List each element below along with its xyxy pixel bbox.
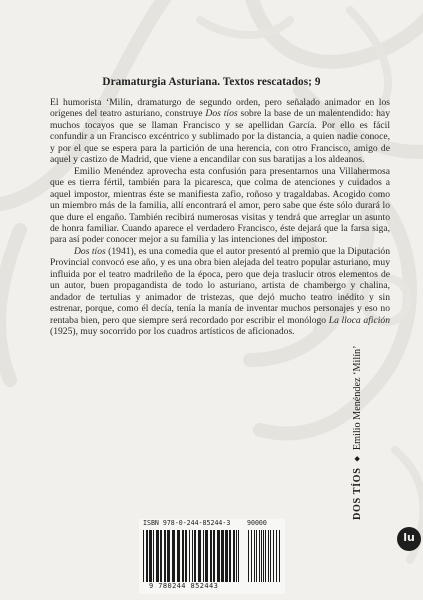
spine-text: [352, 300, 363, 520]
barcode-bar: [263, 530, 264, 582]
barcode-bar: [143, 530, 144, 582]
barcode-bar: [192, 530, 193, 582]
barcode-bars: [143, 530, 243, 582]
barcode-bar: [238, 530, 239, 582]
spine-title: DOS TÍOS: [352, 467, 363, 520]
barcode-bar: [259, 530, 260, 582]
text-run: (1925), muy socorrido por los cuadros artísticos de aficionados.: [50, 326, 295, 338]
series-title: Dramaturgia Asturiana. Textos rescatados; 9: [102, 76, 321, 88]
paragraph: [50, 246, 390, 338]
barcode-bar: [256, 530, 257, 582]
barcode-bar: [236, 530, 237, 582]
barcode-bar: [182, 530, 184, 582]
back-cover-synopsis: [50, 97, 390, 338]
barcode-bar: [149, 530, 152, 582]
isbn-barcode: [139, 519, 285, 594]
text-run: sobre la base de un malentendido: hay muchos tocayos que se llaman Francisco y se apellidan García. Por ello es fácil confundir a un Francisco excéntrico y sublimado por la distancia, a quien nadie conoce, y por el que se espera para la partición de una herencia, con otro Francisco, amigo de aquel y castizo de Madrid, que viene a encandilar con sus baratijas a los aldeanos.: [50, 108, 390, 166]
barcode-bar: [194, 530, 196, 582]
barcode-bar: [254, 530, 255, 582]
italic-title: Dos tíos: [205, 108, 238, 120]
barcode-addon-bars: [248, 530, 282, 582]
barcode-bar: [160, 530, 162, 582]
barcode-bar: [248, 530, 249, 582]
barcode-digits: 9 780244 852443: [149, 582, 219, 590]
barcode-bar: [265, 530, 266, 582]
barcode-bar: [198, 530, 201, 582]
barcode-bar: [270, 530, 271, 582]
barcode-bar: [189, 530, 190, 582]
barcode-bar: [268, 530, 269, 582]
paragraph: [50, 97, 390, 166]
text-run: Emilio Menéndez aprovecha esta confusión para presentarnos una Villahermosa que es tierra fértil, también para la picaresca, que colma de atenciones y cuidados a aquel impostor, mientras éste se manifiesta zafio, roñoso y tragaldabas. Acogido como un miembro más de la familia, allí encontrará el amor, pero sabe que éste sólo durará lo que dure el engaño. También recibirá numerosas visitas y tendrá que arreglar un asunto de honra familiar. Cuando aparece el verdadero Francisco, éste dejará que la farsa siga, para así poder conocer mejor a su familia y las intenciones del impostor.: [50, 165, 390, 246]
barcode-bar: [279, 530, 280, 582]
italic-title: La lloca afición: [328, 314, 390, 326]
barcode-bar: [210, 530, 212, 582]
publisher-logo-icon: [397, 527, 421, 551]
barcode-bar: [185, 530, 187, 582]
barcode-bar: [217, 530, 220, 582]
barcode-bar: [153, 530, 154, 582]
barcode-bar: [225, 530, 228, 582]
barcode-bar: [261, 530, 262, 582]
barcode-bar: [203, 530, 204, 582]
text-run: (1941), es una comedia que el autor presentó al premio que la Diputación Provincial convocó ese año, y es una obra bien alejada del teatro popular asturiano, muy influida por el teatro madrileño de la época, pero que deja traslucir otros elementos de un autor, buen propagandista de todo lo asturiano, artista de chambergo y chalina, andador de tertulias y animador de tristezas, que dejó mucho teatro inédito y sin estrenar, porque, como él decía, tenía la manía de inventar muchos personajes y eso no rentaba bien, pero que siempre será recordado por escribir el monólogo: [50, 245, 390, 326]
barcode-bar: [164, 530, 166, 582]
barcode-bar: [213, 530, 215, 582]
barcode-bar: [146, 530, 148, 582]
isbn-addon-label: 90000: [247, 519, 267, 527]
italic-title: Dos tíos: [74, 245, 106, 257]
barcode-bar: [251, 530, 252, 582]
text-run: El humorista ‘Milín, dramaturgo de segundo orden, pero señalado animador en los orígenes del teatro asturiano, construye: [50, 97, 390, 120]
barcode-bar: [233, 530, 235, 582]
publisher-logo-text: lu: [403, 531, 415, 544]
barcode-bar: [205, 530, 208, 582]
spine-author: Emilio Menéndez ‘Milín’: [352, 345, 363, 451]
barcode-bar: [276, 530, 277, 582]
barcode-bar: [229, 530, 231, 582]
barcode-bar: [172, 530, 175, 582]
diamond-separator-icon: ◆: [353, 456, 361, 462]
barcode-bar: [273, 530, 274, 582]
barcode-bar: [177, 530, 180, 582]
barcode-bar: [156, 530, 159, 582]
barcode-bar: [167, 530, 170, 582]
isbn-label: ISBN 978-0-244-85244-3: [143, 519, 231, 527]
paragraph: [50, 166, 390, 246]
barcode-bar: [221, 530, 224, 582]
